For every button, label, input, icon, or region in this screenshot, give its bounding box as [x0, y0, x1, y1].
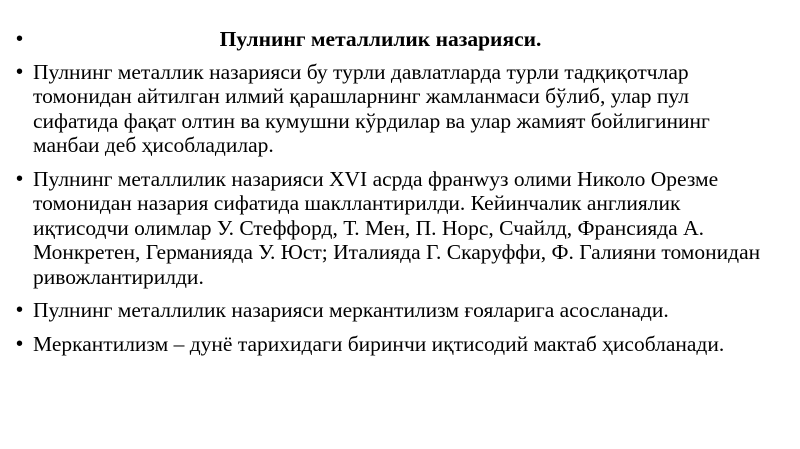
bullet-text: Меркантилизм – дунё тарихидаги биринчи иқтисодий мактаб ҳисобланади. [33, 331, 725, 356]
bullet-icon: • [16, 28, 24, 50]
bullet-item [15, 332, 770, 357]
bullet-icon: • [16, 167, 24, 190]
bullet-list [15, 27, 770, 356]
bullet-icon: • [16, 332, 24, 355]
slide-title: Пулнинг металлилик назарияси. [219, 27, 542, 51]
title-item [15, 27, 770, 52]
bullet-item [15, 60, 770, 158]
bullet-icon: • [16, 299, 24, 321]
bullet-icon: • [16, 60, 24, 83]
bullet-text: Пулнинг металлилик назарияси меркантилизм ғояларига асосланади. [33, 298, 669, 322]
bullet-item [15, 298, 770, 323]
bullet-item [15, 167, 770, 290]
bullet-text: Пулнинг металлик назарияси бу турли давлатларда турли тадқиқотчлар томонидан айтилган илмий қарашларнинг жамланмаси бўлиб, улар пул сифатида фақат олтин ва кумушни кўрдилар ва улар жамият бойлигининг манбаи деб ҳисобладилар. [33, 59, 710, 157]
bullet-text: Пулнинг металлилик назарияси XVI асрда франwуз олими Николо Орезме томонидан назария сифатида шакллантирилди. Кейинчалик англиялик иқтисодчи олимлар У. Стеффорд, Т. Мен, П. Норс, Счайлд, Франсияда А. Монкретен, Германияда У. Юст; Италияда Г. Скаруффи, Ф. Галияни томонидан ривожлантирилди. [33, 166, 761, 289]
